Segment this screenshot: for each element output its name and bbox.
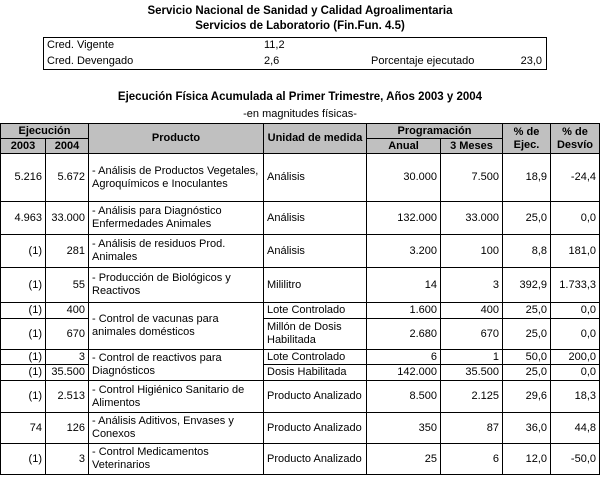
cell-desvio: 0,0 bbox=[551, 365, 600, 381]
report-subtitle: Servicios de Laboratorio (Fin.Fun. 4.5) bbox=[195, 20, 405, 32]
cell-desvio: 44,8 bbox=[551, 413, 600, 444]
cell-unidad: Análisis bbox=[264, 154, 367, 202]
cell-unidad: Lote Controlado bbox=[264, 303, 367, 319]
table-row bbox=[1, 381, 600, 413]
porcentaje-value: 23,0 bbox=[520, 55, 542, 67]
cred-devengado-label: Cred. Devengado bbox=[47, 55, 134, 67]
cell-producto: - Control Medicamentos Veterinarios bbox=[89, 444, 264, 475]
cell-2004: 400 bbox=[46, 303, 89, 319]
cell-producto: - Control Higiénico Sanitario de Alimentos bbox=[89, 381, 264, 413]
cell-producto: - Análisis de residuos Prod. Animales bbox=[89, 235, 264, 268]
cell-2004: 5.672 bbox=[46, 154, 89, 202]
header-pct-desvio: % de Desvío bbox=[551, 124, 600, 154]
table-row bbox=[1, 350, 600, 365]
cell-2004: 2.513 bbox=[46, 381, 89, 413]
section-subtitle: -en magnitudes físicas- bbox=[243, 108, 357, 120]
table-row bbox=[1, 413, 600, 444]
cred-vigente-value: 11,2 bbox=[264, 39, 285, 51]
cell-anual: 25 bbox=[367, 444, 441, 475]
cell-desvio: 0,0 bbox=[551, 303, 600, 319]
cell-ejec: 50,0 bbox=[503, 350, 551, 365]
cell-ejec: 36,0 bbox=[503, 413, 551, 444]
cell-2004: 670 bbox=[46, 319, 89, 350]
cell-2003: 74 bbox=[1, 413, 46, 444]
cell-unidad: Mililitro bbox=[264, 268, 367, 303]
cell-desvio: 18,3 bbox=[551, 381, 600, 413]
cell-2003: (1) bbox=[1, 303, 46, 319]
cell-2003: (1) bbox=[1, 319, 46, 350]
cell-producto: - Análisis de Productos Vegetales, Agroquímicos e Inoculantes bbox=[89, 154, 264, 202]
cell-unidad: Producto Analizado bbox=[264, 444, 367, 475]
cell-desvio: 200,0 bbox=[551, 350, 600, 365]
cell-anual: 2.680 bbox=[367, 319, 441, 350]
cell-2004: 33.000 bbox=[46, 202, 89, 235]
cell-anual: 14 bbox=[367, 268, 441, 303]
cell-anual: 142.000 bbox=[367, 365, 441, 381]
section-title: Ejecución Física Acumulada al Primer Trimestre, Años 2003 y 2004 bbox=[117, 91, 483, 103]
cell-3meses: 35.500 bbox=[441, 365, 503, 381]
cell-3meses: 6 bbox=[441, 444, 503, 475]
cell-2003: (1) bbox=[1, 381, 46, 413]
cell-2003: (1) bbox=[1, 365, 46, 381]
header-2003: 2003 bbox=[1, 139, 46, 154]
cell-2003: (1) bbox=[1, 268, 46, 303]
cell-ejec: 25,0 bbox=[503, 303, 551, 319]
cell-3meses: 100 bbox=[441, 235, 503, 268]
execution-table bbox=[0, 123, 600, 475]
cell-unidad: Producto Analizado bbox=[264, 413, 367, 444]
cell-3meses: 3 bbox=[441, 268, 503, 303]
cred-vigente-label: Cred. Vigente bbox=[47, 39, 115, 51]
cell-3meses: 400 bbox=[441, 303, 503, 319]
cell-anual: 1.600 bbox=[367, 303, 441, 319]
cell-producto: - Control de reactivos para Diagnósticos bbox=[89, 350, 264, 381]
cell-desvio: -24,4 bbox=[551, 154, 600, 202]
header-anual: Anual bbox=[367, 139, 441, 154]
cell-desvio: 0,0 bbox=[551, 202, 600, 235]
cell-producto: - Análisis para Diagnóstico Enfermedades Animales bbox=[89, 202, 264, 235]
cell-2004: 3 bbox=[46, 350, 89, 365]
cell-2003: 5.216 bbox=[1, 154, 46, 202]
header-3meses: 3 Meses bbox=[441, 139, 503, 154]
cell-3meses: 87 bbox=[441, 413, 503, 444]
cell-anual: 30.000 bbox=[367, 154, 441, 202]
table-row bbox=[1, 154, 600, 202]
cell-unidad: Lote Controlado bbox=[264, 350, 367, 365]
cell-anual: 3.200 bbox=[367, 235, 441, 268]
cell-unidad: Dosis Habilitada bbox=[264, 365, 367, 381]
header-2004: 2004 bbox=[46, 139, 89, 154]
table-row bbox=[1, 202, 600, 235]
cell-anual: 8.500 bbox=[367, 381, 441, 413]
header-unidad: Unidad de medida bbox=[264, 124, 367, 154]
table-row bbox=[1, 268, 600, 303]
cell-desvio: 0,0 bbox=[551, 319, 600, 350]
cell-anual: 132.000 bbox=[367, 202, 441, 235]
cell-3meses: 7.500 bbox=[441, 154, 503, 202]
cell-unidad: Análisis bbox=[264, 235, 367, 268]
cell-ejec: 18,9 bbox=[503, 154, 551, 202]
cred-devengado-value: 2,6 bbox=[264, 55, 280, 67]
porcentaje-label: Porcentaje ejecutado bbox=[371, 55, 475, 67]
cell-desvio: 1.733,3 bbox=[551, 268, 600, 303]
cell-ejec: 25,0 bbox=[503, 365, 551, 381]
cell-ejec: 29,6 bbox=[503, 381, 551, 413]
cell-ejec: 25,0 bbox=[503, 319, 551, 350]
cell-3meses: 33.000 bbox=[441, 202, 503, 235]
cell-anual: 350 bbox=[367, 413, 441, 444]
cell-ejec: 392,9 bbox=[503, 268, 551, 303]
header-programacion: Programación bbox=[367, 124, 503, 139]
table-row bbox=[1, 444, 600, 475]
cell-2003: 4.963 bbox=[1, 202, 46, 235]
cell-unidad: Millón de Dosis Habilitada bbox=[264, 319, 367, 350]
cell-3meses: 1 bbox=[441, 350, 503, 365]
cell-unidad: Producto Analizado bbox=[264, 381, 367, 413]
cell-3meses: 670 bbox=[441, 319, 503, 350]
header-pct-ejec: % de Ejec. bbox=[503, 124, 551, 154]
cell-2003: (1) bbox=[1, 350, 46, 365]
cell-unidad: Análisis bbox=[264, 202, 367, 235]
cell-2004: 3 bbox=[46, 444, 89, 475]
header-ejecucion: Ejecución bbox=[1, 124, 89, 139]
cell-2004: 281 bbox=[46, 235, 89, 268]
table-row bbox=[1, 303, 600, 319]
cell-2003: (1) bbox=[1, 444, 46, 475]
report-title: Servicio Nacional de Sanidad y Calidad Agroalimentaria bbox=[147, 5, 453, 17]
cell-2004: 35.500 bbox=[46, 365, 89, 381]
cell-2004: 126 bbox=[46, 413, 89, 444]
cell-producto: - Control de vacunas para animales domésticos bbox=[89, 303, 264, 350]
cell-desvio: -50,0 bbox=[551, 444, 600, 475]
cell-ejec: 8,8 bbox=[503, 235, 551, 268]
credits-box bbox=[43, 37, 547, 70]
cell-producto: - Producción de Biológicos y Reactivos bbox=[89, 268, 264, 303]
cell-ejec: 12,0 bbox=[503, 444, 551, 475]
cell-2003: (1) bbox=[1, 235, 46, 268]
cell-2004: 55 bbox=[46, 268, 89, 303]
header-producto: Producto bbox=[89, 124, 264, 154]
cell-desvio: 181,0 bbox=[551, 235, 600, 268]
cell-ejec: 25,0 bbox=[503, 202, 551, 235]
cell-3meses: 2.125 bbox=[441, 381, 503, 413]
table-row bbox=[1, 235, 600, 268]
cell-anual: 6 bbox=[367, 350, 441, 365]
cell-producto: - Análisis Aditivos, Envases y Conexos bbox=[89, 413, 264, 444]
